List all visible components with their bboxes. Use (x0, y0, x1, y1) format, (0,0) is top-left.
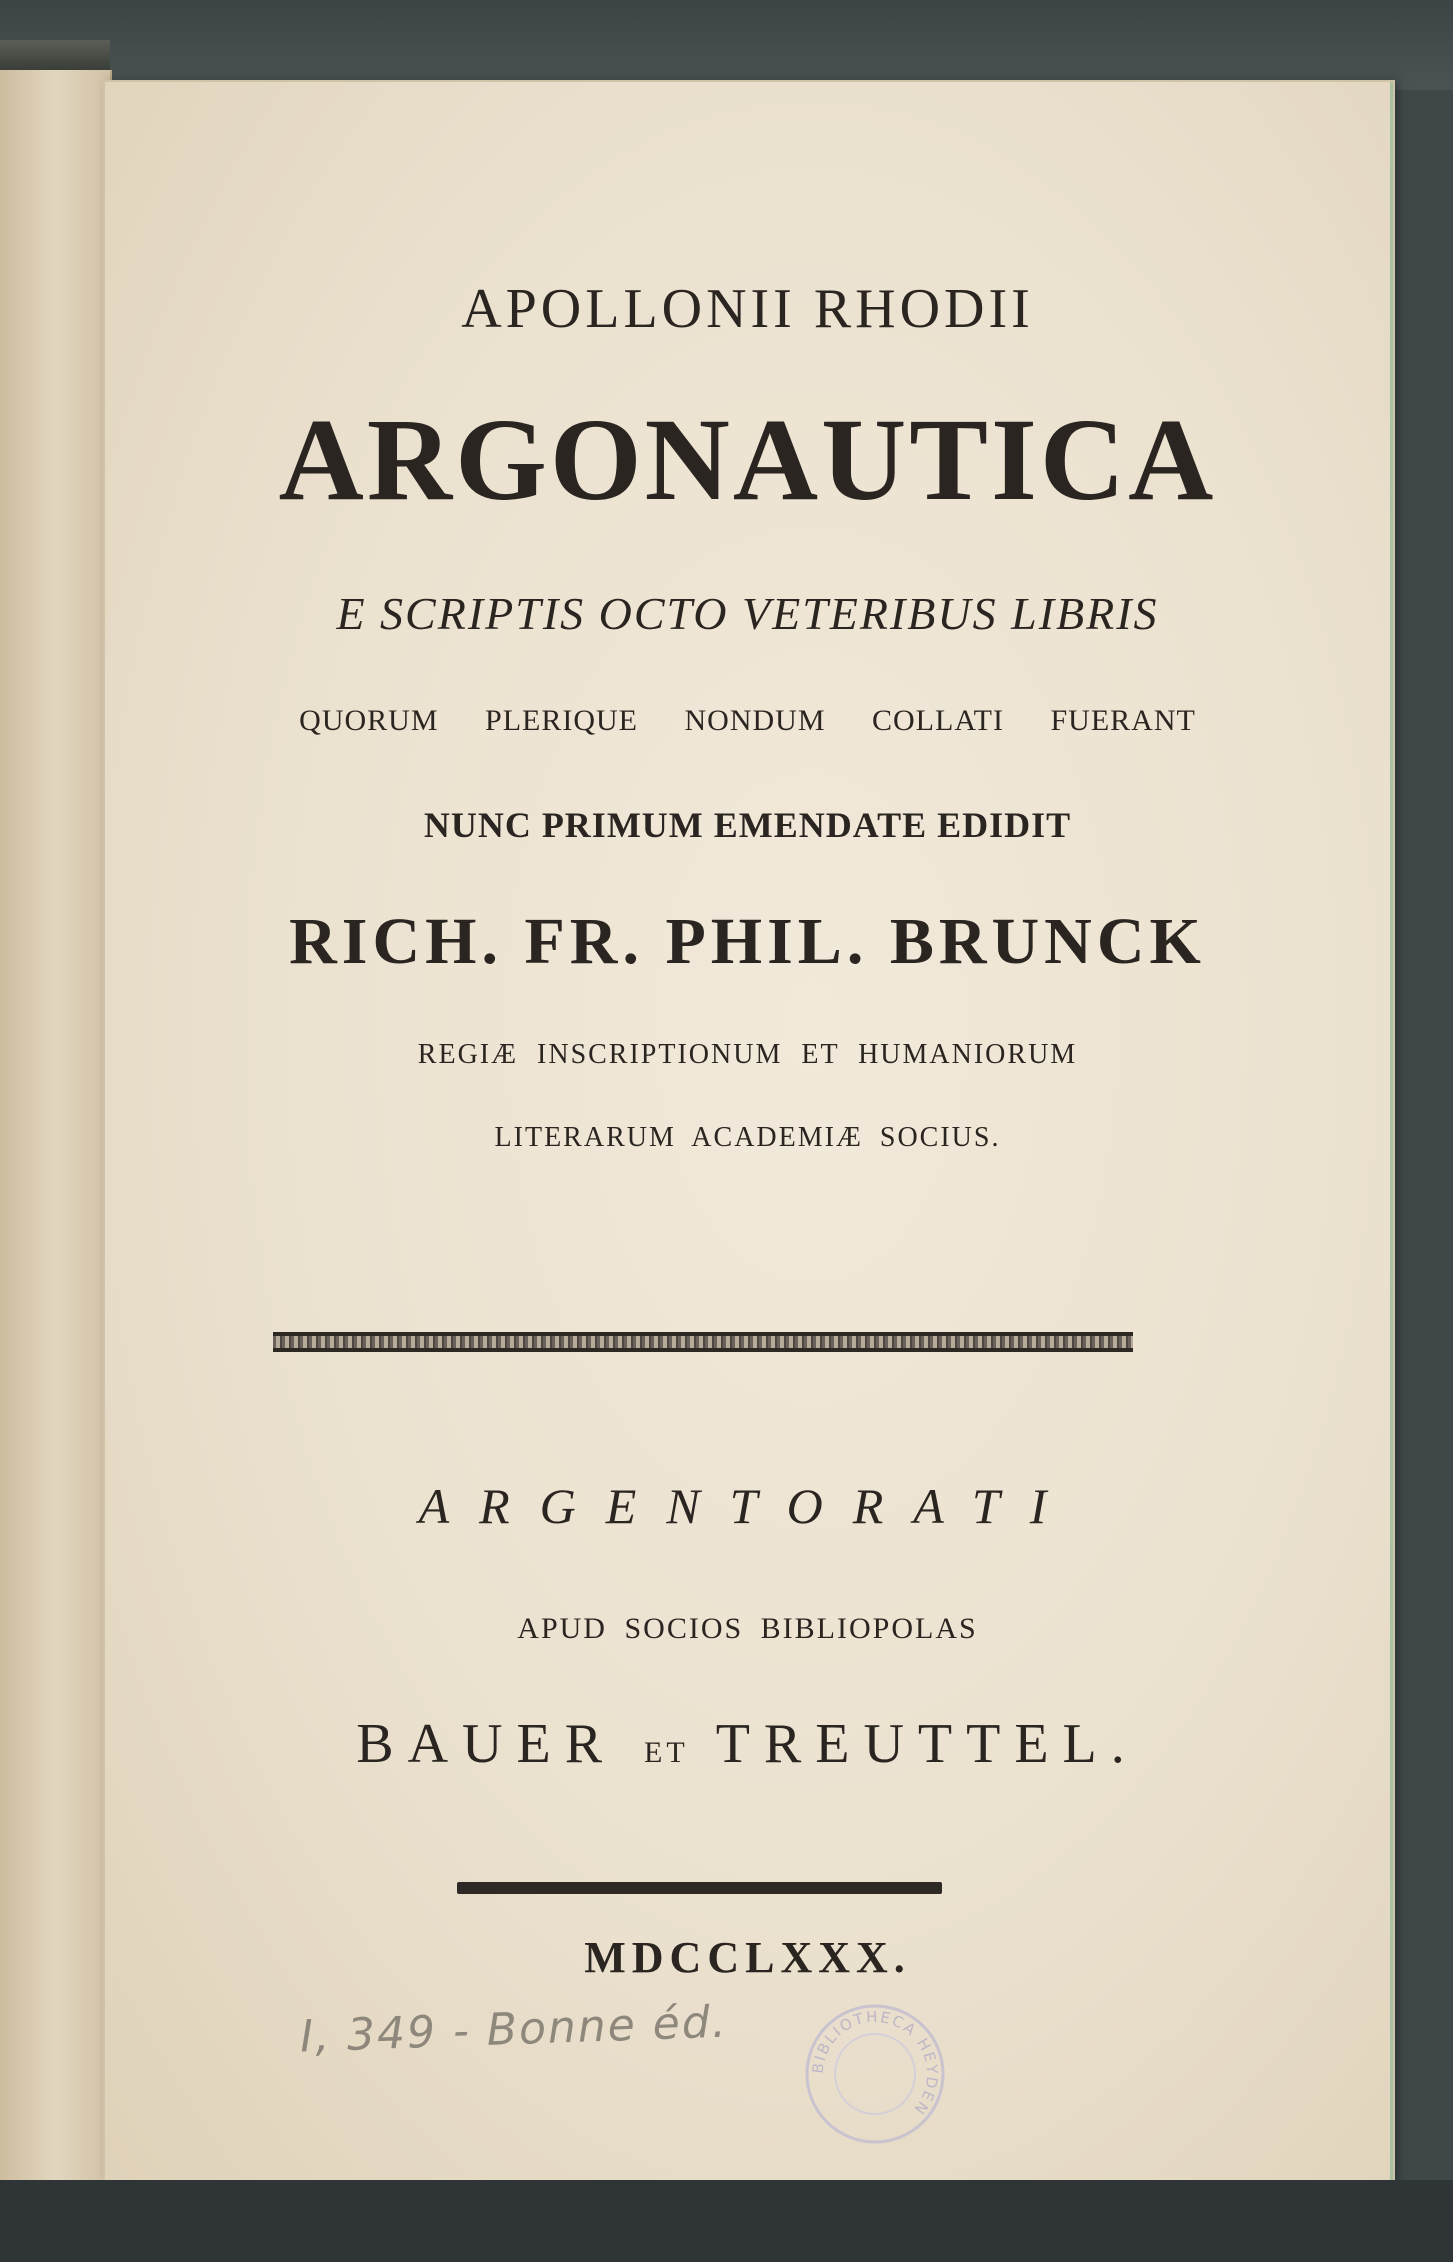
handwritten-shelfmark: I, 349 - Bonne éd. (299, 1996, 729, 2063)
book-title: ARGONAUTICA (278, 394, 1217, 525)
title-page (105, 82, 1393, 2182)
publisher-intro: APUD SOCIOS BIBLIOPOLAS (517, 1612, 978, 1645)
author-line: APOLLONII RHODII (461, 278, 1034, 340)
affiliation-line-1: REGIÆ INSCRIPTIONUM ET HUMANIORUM (417, 1039, 1078, 1070)
subtitle-line: E SCRIPTIS OCTO VETERIBUS LIBRIS (336, 588, 1159, 639)
ornamental-double-rule (273, 1332, 1133, 1352)
editor-name: RICH. FR. PHIL. BRUNCK (289, 905, 1206, 978)
place-of-publication: ARGENTORATI (418, 1478, 1077, 1534)
facing-page-edge (0, 70, 112, 2210)
short-rule (457, 1882, 942, 1894)
background-bottom (0, 2180, 1453, 2262)
publisher-conjunction: ET (644, 1736, 689, 1769)
background-top (0, 0, 1453, 90)
edition-note: NUNC PRIMUM EMENDATE EDIDIT (423, 805, 1072, 845)
affiliation-line-2: LITERARUM ACADEMIÆ SOCIUS. (494, 1122, 1001, 1153)
publisher-name-a: BAUER (356, 1713, 617, 1775)
subtitle-line-2: QUORUM PLERIQUE NONDUM COLLATI FUERANT (299, 704, 1196, 737)
library-stamp (795, 1994, 955, 2154)
stamp-text: BIBLIOTHECA HEYDEN (808, 2007, 942, 2120)
publisher-names (105, 1712, 1390, 1776)
publisher-name-b: TREUTTEL. (715, 1713, 1139, 1775)
publication-year: MDCCLXXX. (584, 1933, 911, 1982)
